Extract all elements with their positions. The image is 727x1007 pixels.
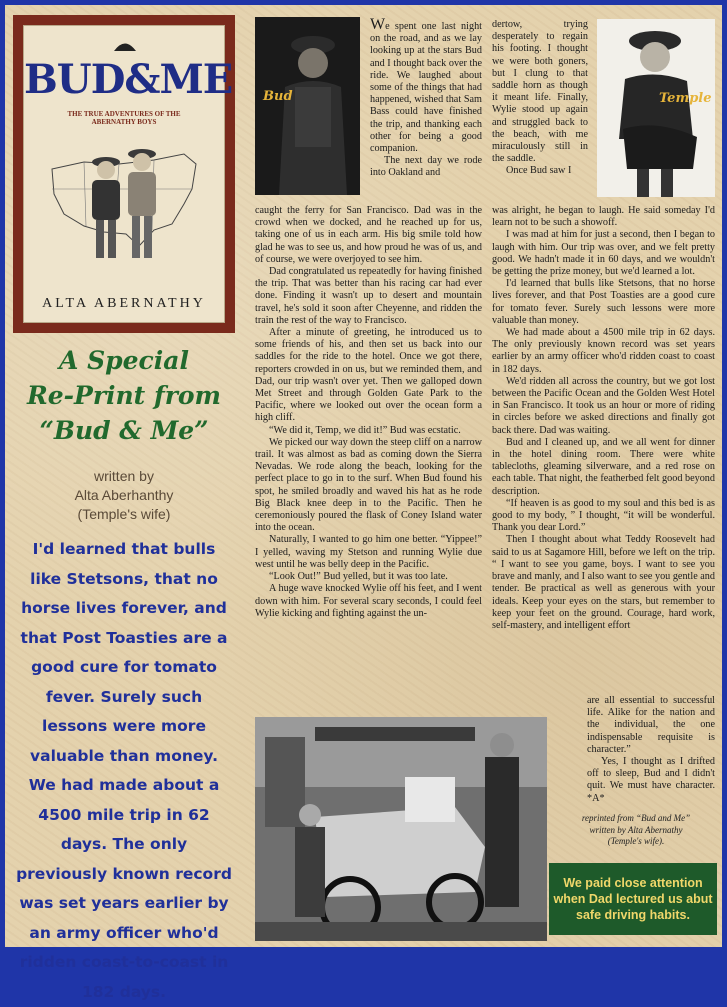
credit-line: Alta Aberhanthy: [74, 487, 174, 503]
article-paragraph: Then I thought about what Teddy Roosevelt had said to us at Sagamore Hill, before we left on the trip. “ I want to see you game, boys. I want to see you brave and manly, and I also want to see you gentle and tender. Be practical as well as generous with your ideals. Keep your eyes on the stars, but remember to keep your feet on the ground. Courage, hard work, self-mastery, and intelligent effort: [492, 534, 715, 631]
article-paragraph: dertow, trying desperately to regain his footing. I thought we were both goners, but I clung to that saddle horn as though it meant life. Finally, Wylie stood up again and struggled back to the beach, with me miraculously still in the saddle.: [492, 19, 588, 165]
article-col1-top: [370, 16, 482, 180]
title-line: A Special: [59, 346, 189, 375]
written-by-credit: [5, 467, 243, 524]
temple-portrait-illustration: [597, 19, 715, 197]
reprint-line: reprinted from “Bud and Me”: [581, 813, 691, 823]
photo-caption-box: [549, 863, 717, 935]
us-map-illustration: [44, 134, 204, 264]
article-paragraph: Yes, I thought as I drifted off to sleep, Bud and I didn't quit. We must have character. *A*: [587, 756, 715, 804]
article-paragraph: We spent one last night on the road, and as we lay looking up at the stars Bud and I thought back over the ride. We laughed about some of the things that had happened, wished that Sam Bass could have finished the trip, and thanking each other for being a good companion.: [370, 16, 482, 155]
cover-author: ALTA ABERNATHY: [42, 296, 206, 311]
bud-portrait-illustration: [255, 17, 360, 195]
article-paragraph: We picked our way down the steep cliff on a narrow trail. It was almost as bad as coming down the Sierra Nevadas. We rode along the beach, looking for the perfect place to go in to the surf. When Bud found his spot, he smiled broadly and waved his hat as he rode Big Black knee deep in to the Pacific. Then he ceremoniously poured the flask of Coney Island water into the ocean.: [255, 436, 482, 534]
article-paragraph: After a minute of greeting, he introduced us to some friends of his, and then set us back into our saddles for the ride to the hotel. Once we got there, reporters crowded in on us, but we reminded them, and Dad, our trip wasn't over yet. Then we galloped down Met Street and through Golden Gate Park to the Pacific, where we looked out over the ocean form a high cliff.: [255, 327, 482, 424]
magazine-page: [5, 5, 722, 1001]
pull-quote-paragraph: We had made about a 4500 mile trip in 62 days. The only previously known record was set years earlier by an army officer who'd ridden coast-to-coast in 182 days.: [16, 776, 232, 1001]
article-paragraph: Once Bud saw I: [506, 165, 572, 177]
article-paragraph: “We did it, Temp, we did it!” Bud was ecstatic.: [269, 424, 461, 436]
car-photo-illustration: [255, 717, 547, 941]
photo-temple: [597, 19, 715, 197]
reprint-line: written by Alta Abernathy: [589, 824, 683, 835]
photo-caption-bud: Bud: [263, 89, 293, 104]
title-line: “Bud & Me”: [39, 416, 209, 445]
title-line: Re-Print from: [26, 381, 221, 410]
article-col2-main: [492, 205, 715, 632]
pull-quote-paragraph: I'd learned that bulls like Stetsons, that no horse lives forever, and that Post Toasties are a good cure for tomato fever. Surely such lessons were more valuable than money.: [20, 540, 228, 765]
article-col2-bottom: [587, 695, 715, 805]
book-cover: [13, 15, 235, 333]
drop-cap-W: W: [370, 16, 386, 33]
article-paragraph: I was mad at him for just a second, then I began to laugh with him. Our trip was over, and we felt pretty good. We hadn't made it in 60 days, and we wouldn't be getting the prize money, but we'd learned a lot.: [492, 229, 715, 278]
article-paragraph: was alright, he began to laugh. He said someday I'd learn not to be such a showoff.: [492, 205, 715, 229]
photo-caption-temple: Temple: [659, 91, 712, 106]
special-reprint-title: [5, 343, 243, 448]
article-paragraph: caught the ferry for San Francisco. Dad was in the crowd when we docked, and he reached up for us, taking one of us in each arm. His big smile told how glad he was to see us, and how proud he was of us, and of course, we were overjoyed to see him.: [255, 205, 482, 265]
reprint-line: (Temple's wife).: [607, 836, 665, 846]
article-paragraph: Naturally, I wanted to go him one better. “Yippee!” I yelled, waving my Stetson and running Wylie due west until he was belly deep in the Pacific.: [255, 534, 482, 570]
book-cover-inner: [23, 25, 233, 323]
article-col2-top: [492, 19, 588, 178]
article-paragraph: “If heaven is as good to my soul and this bed is as good to my body, ” I thought, “it will be wonderful. Thank you dear Lord.”: [492, 497, 715, 534]
article-paragraph: We'd ridden all across the country, but we got lost between the Pacific Ocean and the Golden West Hotel in San Francisco. It took us an hour or more of riding in circles before we asked directions and finally got back there. Dad was waiting.: [492, 375, 715, 436]
cover-title: BUD&ME: [24, 56, 233, 103]
cover-subtitle: THE TRUE ADVENTURES OF THE ABERNATHY BOYS: [67, 110, 181, 126]
article-paragraph: are all essential to successful life. Alike for the nation and the individual, the one indispensable requisite is character.”: [587, 695, 715, 755]
article-paragraph: We had made about a 4500 mile trip in 62 days. The only previously known record was set years earlier by an army officer who'd ridden coast to coast in 182 days.: [492, 327, 715, 375]
credit-line: (Temple's wife): [77, 506, 171, 522]
photo-bud: [255, 17, 360, 195]
article-paragraph: The next day we rode into Oakland and: [370, 155, 482, 179]
photo-caption-text: We paid close attention when Dad lectured us abut safe driving habits.: [553, 876, 713, 922]
emblem-icon: [112, 38, 138, 52]
article-paragraph: “Look Out!” Bud yelled, but it was too late.: [269, 571, 448, 583]
photo-car: [255, 717, 547, 941]
article-paragraph: Dad congratulated us repeatedly for having finished the trip. That was better than his racing car had ever done. Finding it wasn't up to desert and mountain travel, he's sold it soon after Cheyenne, and ridden the train the rest of the way to Francisco.: [255, 266, 482, 326]
article-paragraph: A huge wave knocked Wylie off his feet, and I went down with him. For several scary seconds, I could feel Wylie kicking and fighting against the un-: [255, 583, 482, 619]
credit-line: written by: [94, 468, 154, 484]
article-col1-main: [255, 205, 482, 620]
article-paragraph: Bud and I cleaned up, and we all went for dinner in the hotel dining room. There were white tablecloths, gleaming silverware, and a red rose on each table. That night, the featherbed felt good beyond description.: [492, 436, 715, 497]
article-paragraph: I'd learned that bulls like Stetsons, that no horse lives forever, and that Post Toasties are a good cure for tomato fever. Surely such lessons were more valuable than money.: [492, 278, 715, 326]
reprint-credit: [561, 813, 711, 848]
pull-quote: [15, 535, 233, 1007]
